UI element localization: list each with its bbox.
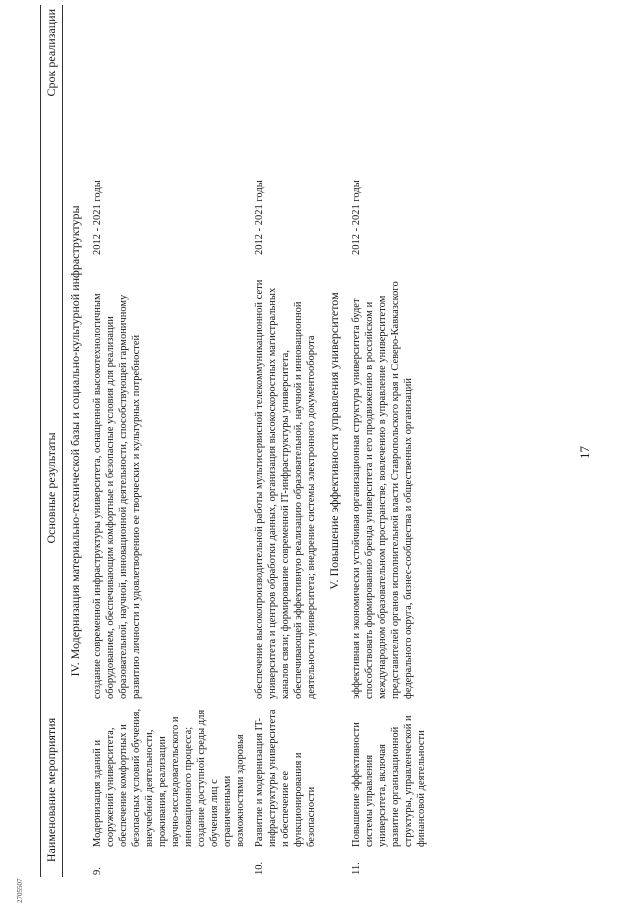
section-row <box>63 5 90 877</box>
measures-table-wrapper <box>40 5 432 877</box>
section-row <box>322 5 348 877</box>
header-results: Основные результаты <box>41 273 63 703</box>
measure-term: 2012 - 2021 годы <box>92 180 103 255</box>
measure-result: эффективная и экономически устойчивая организационная структура университета будет способствовать формированию бренда университета и его продвижению в российском и международном образовательном пространстве, вовлечению в управление университетом представителей органов исполнительной власти Ставропольского края и Северо-Кавказского федерального округа, бизнес-сообщества и общественных организаций <box>351 281 414 699</box>
measure-name: Развитие и модернизация IT-инфраструктуры университета и обеспечение ее функционирования и безопасности <box>254 709 317 847</box>
measure-name: Повышение эффективности системы управления университета, включая развитие организационной структуры, управленческой и финансовой деятельности <box>351 715 427 847</box>
section-title: IV. Модернизация материально-технической базы и социально-культурной инфраструктуры <box>68 205 82 677</box>
page-number: 17 <box>577 446 592 459</box>
measure-name: Модернизация зданий и сооружений университета, обеспечение комфортных и безопасных условий обучения, внеучебной деятельности, проживания, реализации научно-исследовательского и инновационного процесса; создание доступной среды для обучения лиц с ограниченными возможностями здоровья <box>92 708 246 847</box>
table-row <box>89 5 251 877</box>
measure-term: 2012 - 2021 годы <box>351 180 362 255</box>
row-number: 11. <box>351 862 362 875</box>
row-number: 9. <box>92 867 103 875</box>
table-row <box>251 5 322 877</box>
header-term: Срок реализации <box>41 5 63 273</box>
row-number: 10. <box>254 861 265 875</box>
table-row <box>348 5 432 877</box>
table-header-row <box>41 5 63 877</box>
measures-table <box>40 5 432 877</box>
section-title: V. Повышение эффективности управления университетом <box>327 292 341 590</box>
header-name: Наименование мероприятия <box>41 703 63 877</box>
document-code: 2705507 <box>16 878 24 903</box>
measure-result: обеспечение высокопроизводительной работы мультисервисной телекоммуникационной сети университета и центров обработки данных, организация высокоскоростных магистральных каналов связи; формирование современной IT-инфраструктуры университета, обеспечивающей эффективную реализацию образовательной, научной и инновационной деятельности университета; внедрение системы электронного документооборота <box>254 279 317 699</box>
measure-result: создание современной инфраструктуры университета, оснащенной высокотехнологичным оборудованием, обеспечивающим комфортные и безопасные условия для реализации образовательной, научной, инновационной деятельности, способствующей гармоничному развитию личности и удовлетворению ее творческих и культурных потребностей <box>92 293 142 699</box>
measure-term: 2012 - 2021 годы <box>254 180 265 255</box>
